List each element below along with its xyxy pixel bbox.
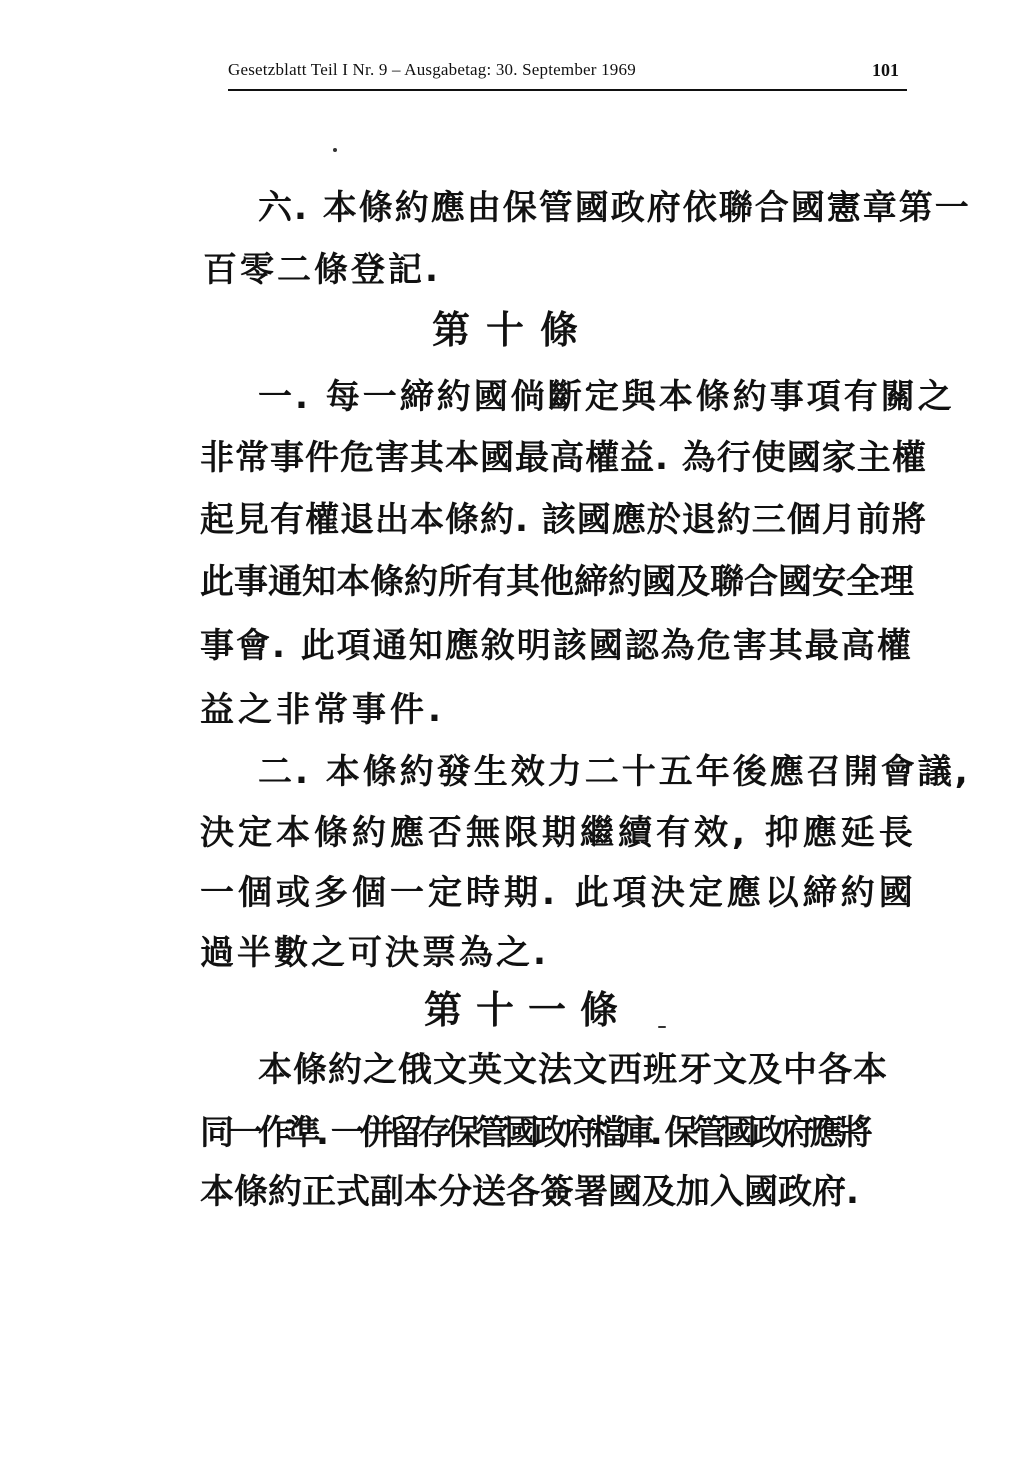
paragraph-line: 一個或多個一定時期. 此項決定應以締約國 <box>200 873 917 913</box>
paragraph-line: 決定本條約應否無限期繼續有效, 抑應延長 <box>200 813 917 853</box>
paragraph-line: 事會. 此項通知應敘明該國認為危害其最高權 <box>200 626 913 666</box>
running-head: Gesetzblatt Teil I Nr. 9 – Ausgabetag: 30. September 1969 <box>228 60 636 79</box>
page-number: 101 <box>872 60 899 80</box>
paragraph-line: 益之非常事件. <box>200 690 445 730</box>
article-heading: 第十條 <box>432 308 595 352</box>
paragraph-line: 六. 本條約應由保管國政府依聯合國憲章第一 <box>258 188 971 228</box>
paragraph-line: 過半數之可決票為之. <box>200 933 549 973</box>
paragraph-line: 一. 每一締約國倘斷定與本條約事項有關之 <box>258 377 955 417</box>
paragraph-line: 此事通知本條約所有其他締約國及聯合國安全理 <box>200 562 914 602</box>
header-rule <box>228 89 907 91</box>
paragraph-line: 起見有權退出本條約. 該國應於退約三個月前將 <box>200 500 927 540</box>
paragraph-line: 本條約之俄文英文法文西班牙文及中各本 <box>258 1050 888 1090</box>
speck-mark <box>658 1026 666 1028</box>
speck-mark <box>333 148 337 152</box>
paragraph-line: 本條約正式副本分送各簽署國及加入國政府. <box>200 1172 859 1212</box>
paragraph-line: 二. 本條約發生效力二十五年後應召開會議, <box>258 752 971 792</box>
paragraph-line: 百零二條登記. <box>203 250 441 290</box>
article-heading: 第十一條 <box>424 988 633 1032</box>
paragraph-line: 非常事件危害其本國最高權益. 為行使國家主權 <box>200 438 927 478</box>
paragraph-line: 同一作準. 一併留存保管國政府檔庫. 保管國政府應將 <box>200 1113 868 1153</box>
